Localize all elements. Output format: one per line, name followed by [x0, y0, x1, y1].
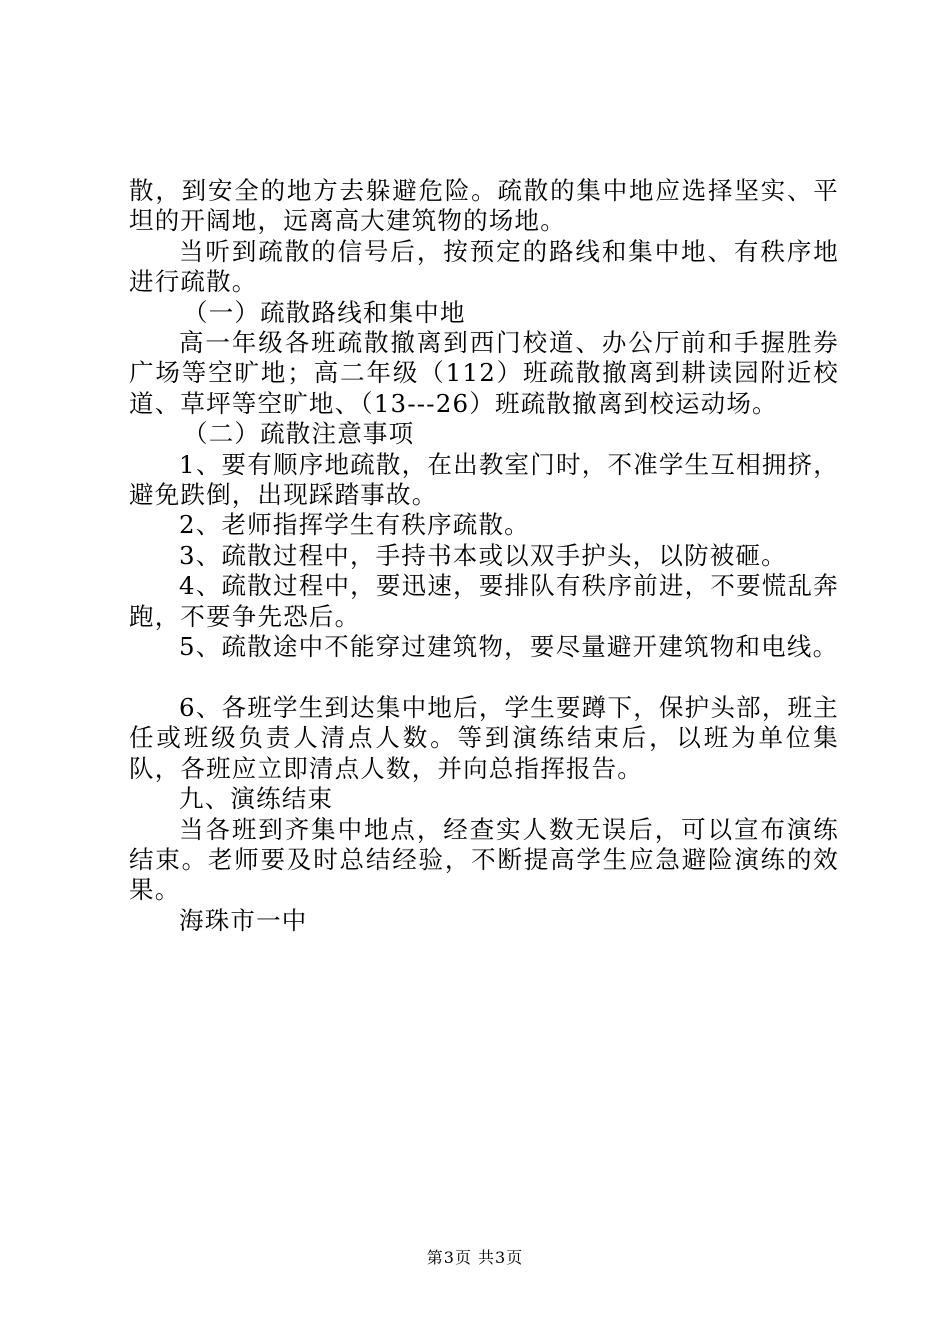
list-item-6: 6、各班学生到达集中地后，学生要蹲下，保护头部，班主任或班级负责人清点人数。等到演练结束后，以班为单位集队，各班应立即清点人数，并向总指挥报告。 [129, 692, 839, 783]
list-item-1: 1、要有顺序地疏散，在出教室门时，不准学生互相拥挤，避免跌倒，出现踩踏事故。 [129, 449, 839, 510]
signature-school-name: 海珠市一中 [179, 905, 308, 935]
heading-drill-end: 九、演练结束 [179, 784, 334, 814]
paragraph-route-details: 高一年级各班疏散撤离到西门校道、办公厅前和手握胜券广场等空旷地；高二年级（112）班疏散撤离到耕读园附近校道、草坪等空旷地、（13---26）班疏散撤离到校运动场。 [129, 328, 839, 418]
list-item-4: 4、疏散过程中，要迅速，要排队有秩序前进，不要慌乱奔跑，不要争先恐后。 [129, 571, 839, 631]
list-item-3: 3、疏散过程中，手持书本或以双手护头，以防被砸。 [179, 540, 787, 570]
list-item-2: 2、老师指挥学生有秩序疏散。 [179, 510, 530, 540]
document-body [129, 176, 839, 936]
heading-evacuation-route: （一）疏散路线和集中地 [183, 297, 466, 327]
page-footer: 第3页 共3页 [426, 1248, 524, 1267]
blank-line [129, 663, 839, 693]
paragraph-evacuation-signal: 当听到疏散的信号后，按预定的路线和集中地、有秩序地进行疏散。 [129, 236, 839, 297]
list-item-5: 5、疏散途中不能穿过建筑物，要尽量避开建筑物和电线。 [179, 632, 839, 662]
heading-evacuation-notes: （二）疏散注意事项 [183, 419, 415, 449]
paragraph-continuation: 散，到安全的地方去躲避危险。疏散的集中地应选择坚实、平坦的开阔地，远离高大建筑物的场地。 [129, 176, 839, 236]
paragraph-drill-end: 当各班到齐集中地点，经查实人数无误后，可以宣布演练结束。老师要及时总结经验，不断提高学生应急避险演练的效果。 [129, 814, 839, 905]
